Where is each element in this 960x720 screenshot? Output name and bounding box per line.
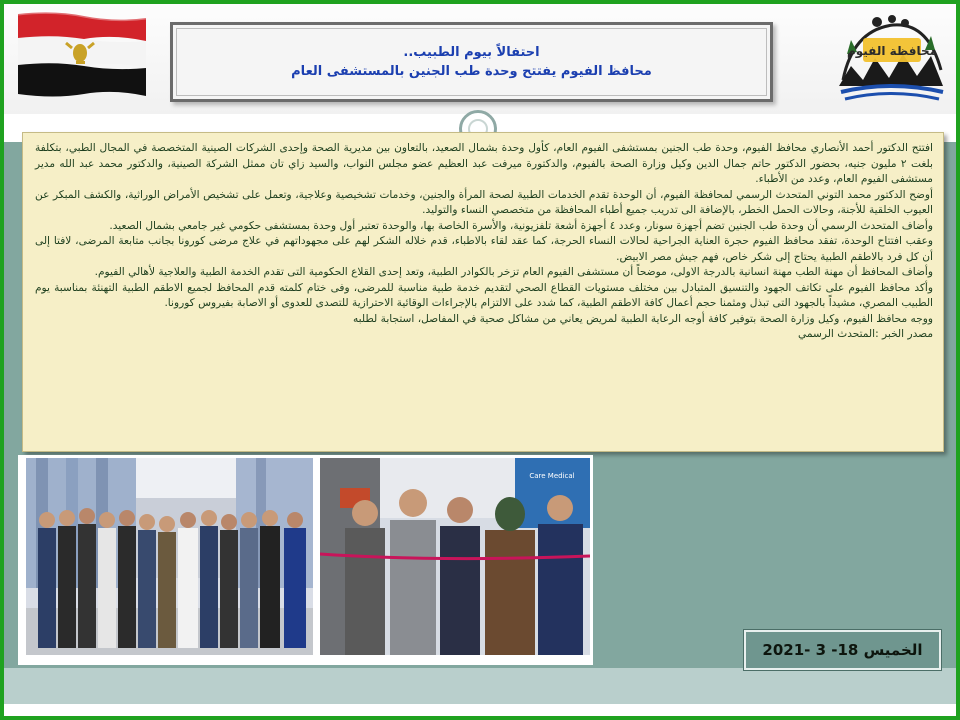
fayoum-governorate-logo — [833, 10, 948, 105]
footer-strip — [4, 668, 956, 704]
article-paragraph: وعقب افتتاح الوحدة، تفقد محافظ الفيوم حجرة العناية الجراحية لحالات النساء الحرجة، كما عقد لقاء بالاطباء، قدم خلاله الشكر لهم على مجهوداتهم في علاج مرضى كورونا بجانب متابعة المرضى، لافتا إلى أن كل فرد بالاطقم الطبية يحتاج إلى شكر خاص، فهم جيش مصر الابيض. — [35, 235, 933, 263]
article-source: مصدر الخبر :المتحدث الرسمي — [798, 328, 933, 340]
group-photo — [26, 458, 313, 655]
logo-lettering: محافظة الفيوم — [846, 44, 938, 58]
headline-line-2: محافظ الفيوم يفتتح وحدة طب الجنين بالمستشفى العام — [291, 64, 652, 79]
ribbon-cutting-photo — [320, 458, 590, 655]
article-paragraph: أوضح الدكتور محمد التوني المتحدث الرسمي لمحافظة الفيوم، أن الوحدة تقدم الخدمات الطبية لصحة المرأة والجنين، وخدمات تشخيصية وعلاجية، وتعمل على تشخيص الأمراض الوراثية، والكشف المبكر عن العيوب الخلقية للأجنة، وحالات الحمل الخطر، بالإضافة الى تدريب جميع أطباء المحافظة من متخصصي النساء والتوليد. — [35, 188, 933, 216]
headline-line-1: احتفالاً بيوم الطبيب.. — [403, 45, 540, 60]
article-body — [22, 132, 944, 452]
article-paragraph: وأكد محافظ الفيوم على تكاتف الجهود والتنسيق المتبادل بين مختلف مستويات القطاع الصحي لتقديم خدمة طبية مناسبة للمرضى، وفى ختام كلمته قدم المحافظ لجميع الاطقم الطبية التهنئة بمناسبة يوم الطبيب المصري، مشيداً بالجهود التى تبذل ومثمنا حجم أعمال كافة الاطقم الطبية، كما شدد على الالتزام بالإجراءات الوقائية الاحترازية للتصدى للعدوى أو الاصابة بفيروس كورونا. — [35, 281, 933, 309]
photo-signage: Care Medical — [529, 472, 575, 480]
date-box — [744, 630, 941, 670]
article-paragraph: وأضاف المتحدث الرسمي أن وحدة طب الجنين تضم أجهزة سونار، وعدد ٤ أجهزة أشعة تلفزيونية، والأسرة الخاصة بها، والوحدة تعتبر أول وحدة بمستشفى حكومي غير جامعي بشمال الصعيد. — [109, 219, 933, 232]
date-label: الخميس 18- 3 -2021 — [762, 641, 923, 659]
article-paragraph: ووجه محافظ الفيوم، وكيل وزارة الصحة بتوفير كافة أوجه الرعاية الطبية لمريض يعاني من مشاكل صحية في المفاصل، استجابة لطلبه — [352, 312, 933, 325]
egypt-flag-icon — [14, 10, 149, 103]
headline-box — [170, 22, 773, 102]
article-paragraph: وأضاف المحافظ أن مهنة الطب مهنة انسانية بالدرجة الاولى، موضحاً أن مستشفى الفيوم العام تزخر بالكوادر الطبية، وتعد إحدى القلاع الحكومية التى تقدم الخدمة الطبية والعلاجية لأهالي الفيوم. — [94, 266, 933, 278]
article-paragraph: افتتح الدكتور أحمد الأنصاري محافظ الفيوم، وحدة طب الجنين بمستشفى الفيوم العام، كأول وحدة بشمال الصعيد، بالتعاون بين مديرية الصحة وإحدى الشركات الصينية المتخصصة في المجال الطبي، بتكلفة بلغت ٢ مليون جنيه، بحضور الدكتور حاتم جمال الدين وكيل وزارة الصحة بالفيوم، والدكتورة ميرفت عبد العظيم عضو مجلس النواب، والسيد زاي تان ممثل الشركة الصينية، والدكتور محمد عبد الله مدير مستشفى الفيوم العام، وعدد من الأطباء. — [35, 142, 933, 185]
